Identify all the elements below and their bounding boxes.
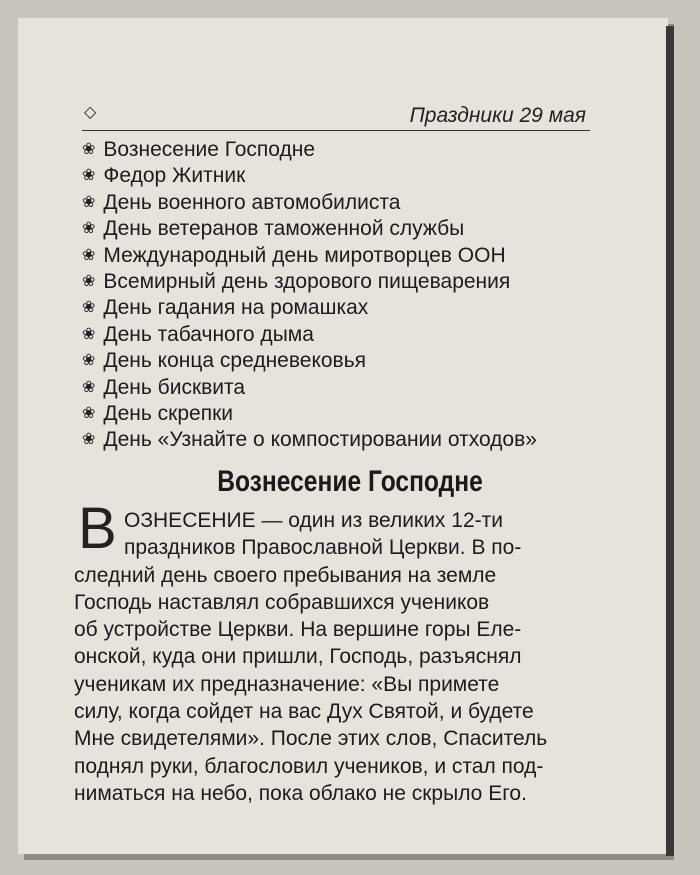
article-line: праздников Православной Церкви. В по- bbox=[124, 536, 522, 560]
list-item: ❀ Вознесение Господне bbox=[82, 137, 537, 163]
list-item: ❀ Федор Житник bbox=[82, 163, 537, 189]
flower-bullet-icon: ❀ bbox=[82, 299, 96, 317]
article-line: ниматься на небо, пока облако не скрыло Его. bbox=[74, 781, 527, 805]
article-line: онской, куда они пришли, Господь, разъяснял bbox=[74, 645, 522, 669]
flower-bullet-icon: ❀ bbox=[82, 193, 96, 211]
list-item: ❀ День военного автомобилиста bbox=[82, 190, 537, 216]
list-item: ❀ День ветеранов таможенной службы bbox=[82, 216, 537, 242]
section-header bbox=[82, 106, 590, 131]
flower-bullet-icon: ❀ bbox=[82, 220, 96, 238]
list-item: ❀ День конца средневековья bbox=[82, 348, 537, 374]
page-edge bbox=[666, 26, 674, 856]
flower-bullet-icon: ❀ bbox=[82, 378, 96, 396]
holiday-list bbox=[82, 137, 537, 454]
flower-bullet-icon: ❀ bbox=[82, 431, 96, 449]
flower-bullet-icon: ❀ bbox=[82, 141, 96, 158]
drop-cap: В bbox=[78, 496, 117, 561]
article-line: ОЗНЕСЕНИЕ — один из великих 12-ти bbox=[124, 509, 503, 532]
list-item: ❀ День табачного дыма bbox=[82, 322, 537, 348]
article-line: поднял руки, благословил учеников, и стал под- bbox=[74, 754, 544, 778]
article-line: ученикам их предназначение: «Вы примете bbox=[74, 672, 500, 696]
flower-bullet-icon: ❀ bbox=[82, 167, 96, 185]
list-item: ❀ День гадания на ромашках bbox=[82, 295, 537, 321]
article-line: силу, когда сойдет на вас Дух Святой, и будете bbox=[74, 700, 534, 724]
list-item: ❀ День бисквита bbox=[82, 375, 537, 401]
diamond-icon: ◇ bbox=[84, 104, 97, 121]
article-line: Господь наставлял собравшихся учеников bbox=[74, 590, 490, 614]
article-line: Мне свидетелями». После этих слов, Спаситель bbox=[74, 727, 548, 751]
article-body bbox=[74, 507, 590, 807]
list-item: ❀ День скрепки bbox=[82, 401, 537, 427]
flower-bullet-icon: ❀ bbox=[82, 352, 96, 370]
flower-bullet-icon: ❀ bbox=[82, 246, 96, 264]
list-item: ❀ Всемирный день здорового пищеварения bbox=[82, 269, 537, 295]
list-item: ❀ День «Узнайте о компостировании отходов» bbox=[82, 427, 537, 453]
article-line: об устройстве Церкви. На вершине горы Еле- bbox=[74, 618, 522, 642]
section-title: Праздники 29 мая bbox=[409, 104, 586, 127]
list-item: ❀ Международный день миротворцев ООН bbox=[82, 243, 537, 269]
flower-bullet-icon: ❀ bbox=[82, 404, 96, 422]
flower-bullet-icon: ❀ bbox=[82, 272, 96, 290]
article-line: следний день своего пребывания на земле bbox=[74, 563, 497, 587]
article-title: Вознесение Господне bbox=[217, 465, 483, 498]
flower-bullet-icon: ❀ bbox=[82, 325, 96, 343]
